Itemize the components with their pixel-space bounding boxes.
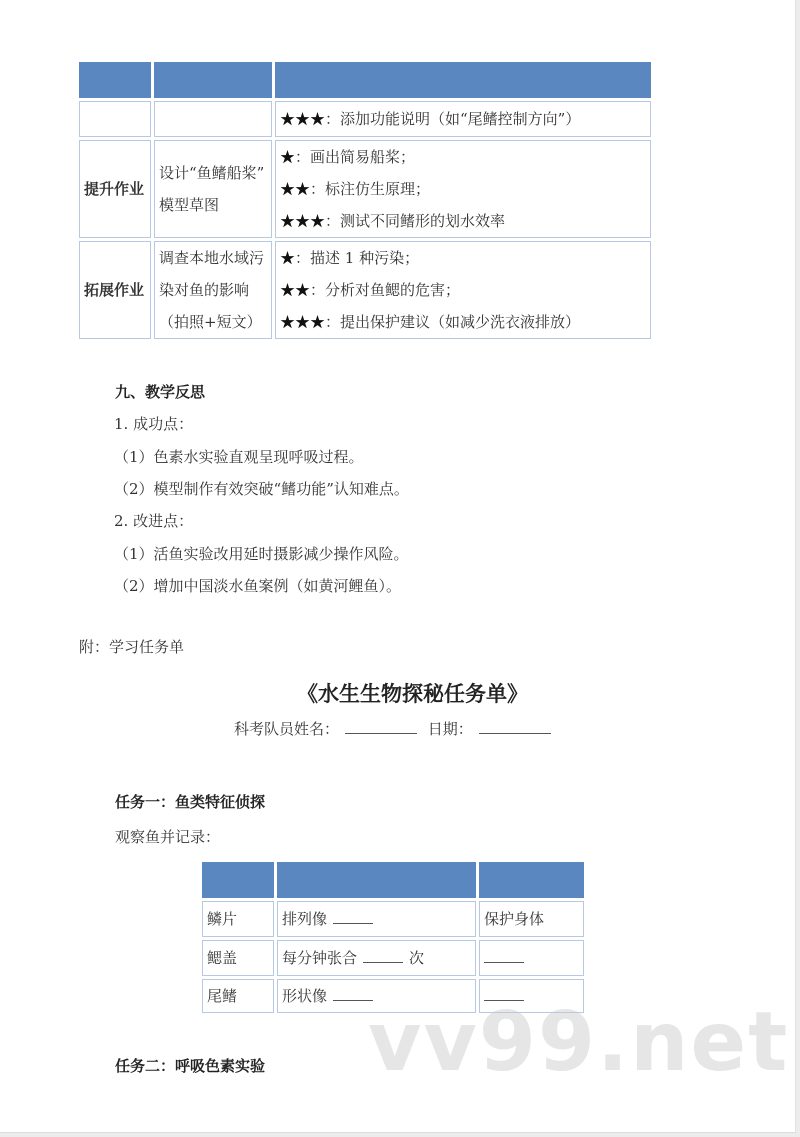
observation-cell: 形状像 (277, 979, 476, 1013)
answer-blank[interactable] (333, 922, 373, 924)
star-rating: ★★★ (280, 313, 326, 331)
criteria-line (280, 141, 646, 173)
date-blank[interactable] (479, 732, 551, 734)
criteria-text: ：提出保护建议（如减少洗衣液排放） (325, 313, 581, 331)
criteria-text: ：分析对鱼鳃的危害； (310, 281, 461, 299)
date-label: 日期： (427, 720, 473, 738)
success-item: （1）色素水实验直观呈现呼吸过程。 (114, 448, 364, 466)
watermark: vv99.net (368, 995, 790, 1090)
worksheet-title: 《水生生物探秘任务单》 (297, 682, 528, 706)
criteria-line (280, 306, 646, 338)
header-cell (277, 862, 476, 898)
criteria-line (280, 103, 646, 135)
name-blank[interactable] (345, 732, 417, 734)
answer-blank[interactable] (363, 961, 403, 963)
observation-table (199, 859, 587, 1016)
criteria-cell (275, 241, 651, 339)
table-row (79, 241, 651, 339)
success-item: （2）模型制作有效突破“鳍功能”认知难点。 (114, 480, 409, 498)
level-cell: 提升作业 (79, 140, 151, 238)
star-rating: ★★ (280, 281, 311, 299)
appendix-label: 附：学习任务单 (79, 638, 185, 656)
task1-instruction: 观察鱼并记录： (115, 828, 221, 846)
task1-heading: 任务一：鱼类特征侦探 (115, 793, 266, 811)
header-cell (275, 62, 651, 98)
observation-cell: 每分钟张合 次 (277, 940, 476, 976)
improve-item: （2）增加中国淡水鱼案例（如黄河鲤鱼）。 (114, 577, 402, 595)
header-cell (154, 62, 272, 98)
rubric-table (76, 59, 654, 342)
task-line: （拍照+短文） (159, 313, 262, 331)
improve-item: （1）活鱼实验改用延时摄影减少操作风险。 (114, 545, 409, 563)
task-cell (154, 101, 272, 137)
task2-heading: 任务二：呼吸色素实验 (115, 1057, 266, 1075)
header-cell (79, 62, 151, 98)
level-cell: 拓展作业 (79, 241, 151, 339)
header-cell (202, 862, 274, 898)
observation-table-header (202, 862, 584, 898)
function-cell (479, 940, 584, 976)
criteria-text: ：描述 1 种污染； (295, 249, 420, 267)
observation-cell: 排列像 (277, 901, 476, 937)
success-title: 1. 成功点： (114, 415, 194, 433)
criteria-cell (275, 101, 651, 137)
task-line: 模型草图 (159, 196, 220, 214)
criteria-line (280, 205, 646, 237)
part-cell: 尾鳍 (202, 979, 274, 1013)
rubric-table-header (79, 62, 651, 98)
worksheet-info-line (234, 718, 557, 739)
task-line: 调查本地水域污 (159, 249, 265, 267)
criteria-cell (275, 140, 651, 238)
table-row (202, 940, 584, 976)
criteria-text: ：画出简易船桨； (295, 148, 416, 166)
task-cell (154, 241, 272, 339)
part-cell: 鳞片 (202, 901, 274, 937)
function-cell: 保护身体 (479, 901, 584, 937)
name-label: 科考队员姓名： (234, 720, 340, 738)
header-cell (479, 862, 584, 898)
criteria-text: ：添加功能说明（如“尾鳍控制方向”） (325, 110, 581, 128)
level-cell (79, 101, 151, 137)
table-row (79, 140, 651, 238)
criteria-line (280, 173, 646, 205)
reflection-heading: 九、教学反思 (115, 383, 206, 401)
task-line: 染对鱼的影响 (159, 281, 250, 299)
table-row (202, 901, 584, 937)
star-rating: ★★★ (280, 212, 326, 230)
criteria-line (280, 242, 646, 274)
table-row (79, 101, 651, 137)
star-rating: ★★ (280, 180, 311, 198)
star-rating: ★ (280, 148, 296, 166)
task-line: 设计“鱼鳍船桨” (159, 164, 265, 182)
part-cell: 鳃盖 (202, 940, 274, 976)
improve-title: 2. 改进点： (114, 512, 194, 530)
star-rating: ★★★ (280, 110, 326, 128)
task-cell (154, 140, 272, 238)
criteria-text: ：测试不同鳍形的划水效率 (325, 212, 506, 230)
star-rating: ★ (280, 249, 296, 267)
answer-blank[interactable] (484, 961, 524, 963)
criteria-text: ：标注仿生原理； (310, 180, 431, 198)
criteria-line (280, 274, 646, 306)
